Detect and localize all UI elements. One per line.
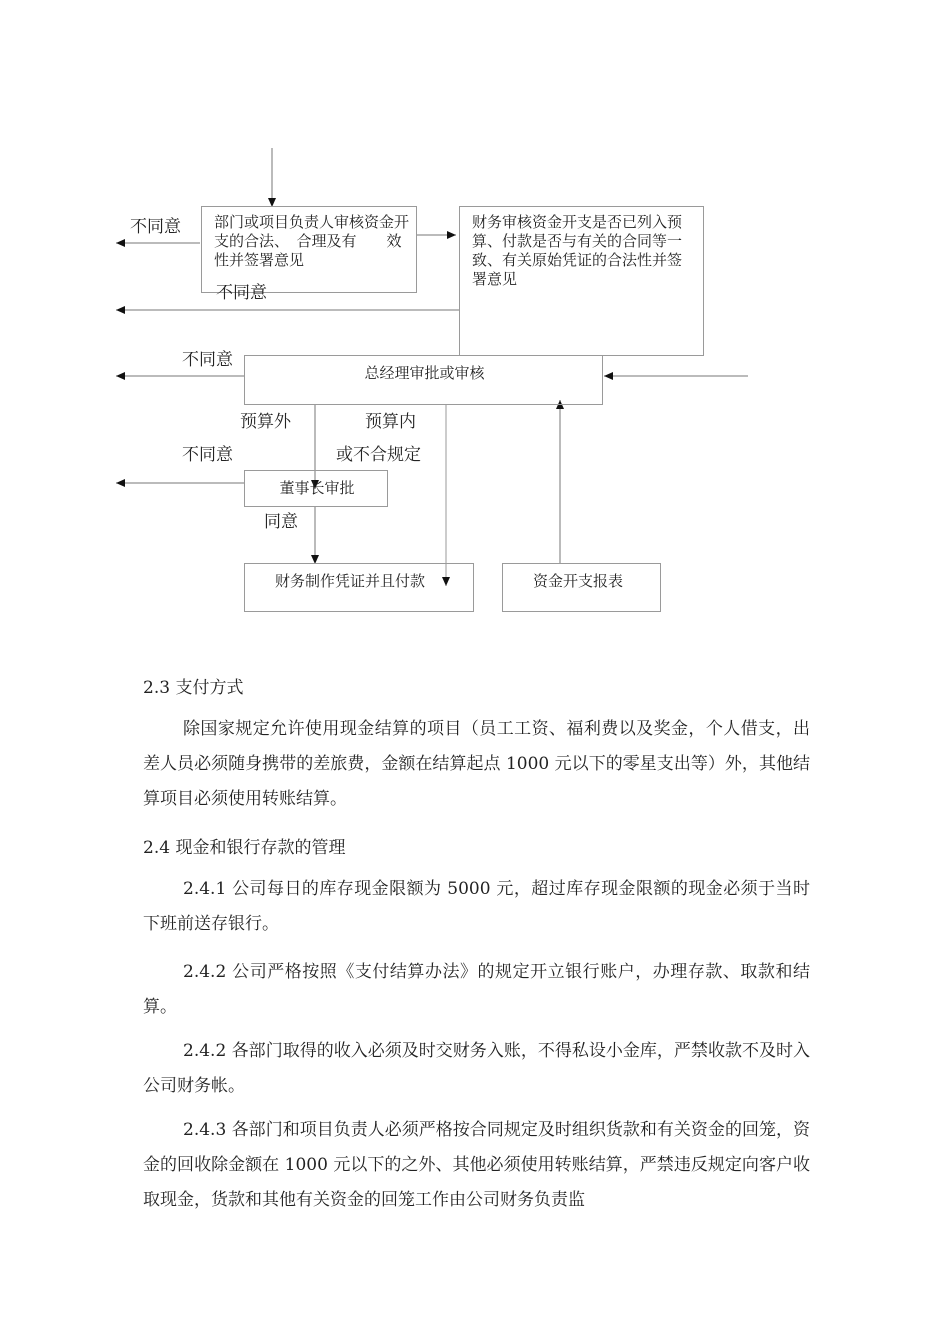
fund-report-box — [502, 563, 661, 612]
paragraph-2-4-2b-block — [143, 1034, 810, 1104]
label-disagree-1: 不同意 — [130, 217, 181, 237]
chairman-approval-text: 董事长审批 — [279, 479, 355, 497]
paragraph-2-3: 除国家规定允许使用现金结算的项目（员工工资、福利费以及奖金，个人借支，出差人员必须随身携带的差旅费，金额在结算起点 1000 元以下的零星支出等）外，其他结算项目必须使用转账结算。 — [143, 719, 810, 809]
finance-pay-box — [244, 563, 474, 612]
section-title-2-4: 2.4 现金和银行存款的管理 — [143, 838, 346, 858]
label-disagree-3: 不同意 — [182, 350, 233, 370]
label-disagree-2-partial — [216, 274, 282, 303]
label-or-noncompliant: 或不合规定 — [336, 445, 421, 465]
section-2-3-body — [143, 712, 810, 817]
paragraph-2-4-3: 2.4.3 各部门和项目负责人必须严格按合同规定及时组织货款和有关资金的回笼，资金的回收除金额在 1000 元以下的之外、其他必须使用转账结算，严禁违反规定向客户收取现金，货款和其他有关资金的回笼工作由公司财务负责监 — [143, 1120, 810, 1210]
chairman-approval-box — [244, 470, 388, 507]
paragraph-2-4-2b: 2.4.2 各部门取得的收入必须及时交财务入账，不得私设小金库，严禁收款不及时入公司财务帐。 — [143, 1041, 810, 1096]
finance-review-box — [459, 206, 704, 356]
dept-review-text: 部门或项目负责人审核资金开支的合法、 合理及有 效性并签署意见 — [214, 213, 410, 269]
label-out-of-budget: 预算外 — [240, 412, 291, 432]
finance-pay-text: 财务制作凭证并且付款 — [275, 572, 426, 590]
label-in-budget: 预算内 — [365, 412, 416, 432]
gm-approval-text: 总经理审批或审核 — [364, 364, 485, 382]
paragraph-2-4-2a-block — [143, 955, 810, 1025]
section-title-2-3: 2.3 支付方式 — [143, 678, 244, 698]
approval-flowchart — [0, 0, 950, 640]
paragraph-2-4-2a: 2.4.2 公司严格按照《支付结算办法》的规定开立银行账户，办理存款、取款和结算。 — [143, 962, 810, 1017]
finance-review-text: 财务审核资金开支是否已列入预算、付款是否与有关的合同等一致、有关原始凭证的合法性并签署意见 — [472, 213, 683, 288]
label-disagree-2-text: 不同意 — [216, 283, 267, 303]
label-agree: 同意 — [264, 512, 298, 532]
paragraph-2-4-1-block — [143, 872, 810, 942]
gm-approval-box — [244, 355, 603, 405]
fund-report-text: 资金开支报表 — [533, 572, 624, 590]
label-disagree-4: 不同意 — [182, 445, 233, 465]
paragraph-2-4-1: 2.4.1 公司每日的库存现金限额为 5000 元，超过库存现金限额的现金必须于当时下班前送存银行。 — [143, 879, 810, 934]
paragraph-2-4-3-block — [143, 1113, 810, 1218]
